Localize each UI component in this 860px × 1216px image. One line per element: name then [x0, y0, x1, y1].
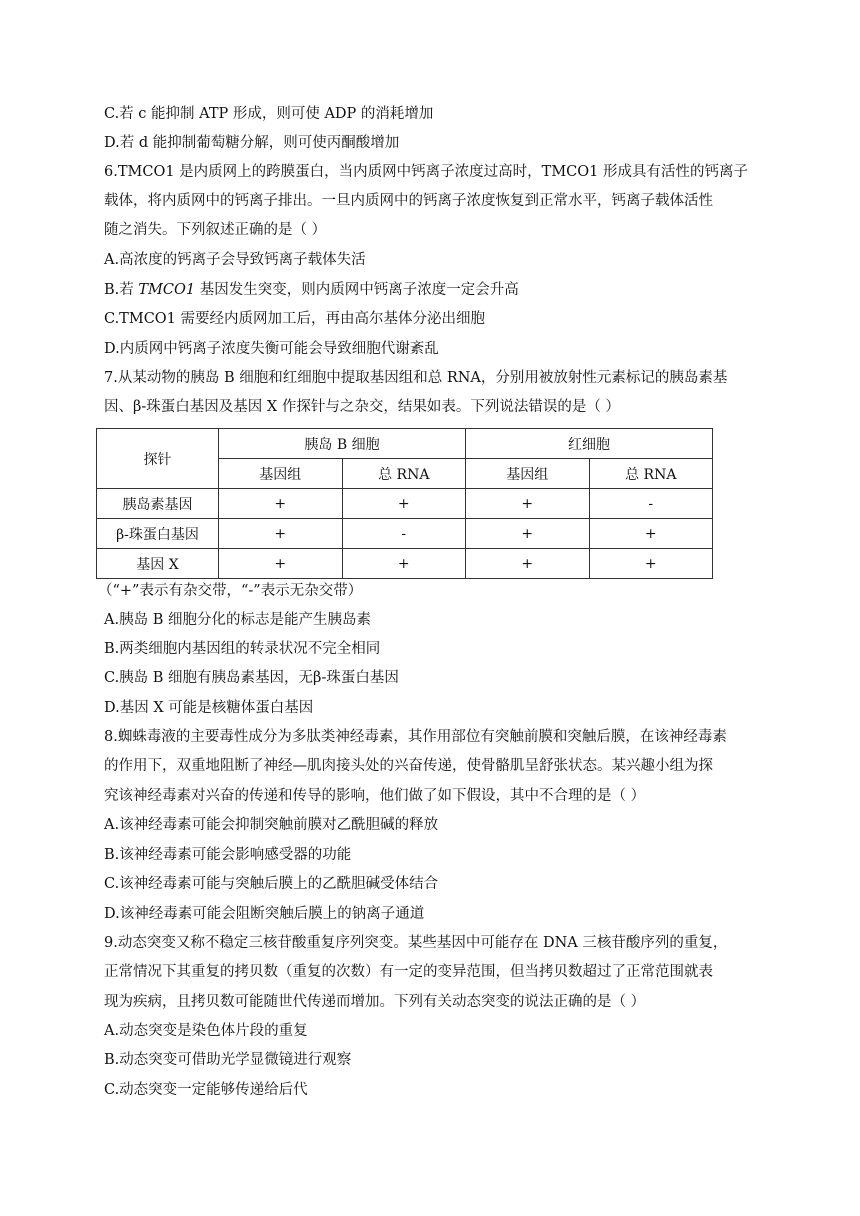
table-row	[97, 489, 713, 519]
table-cell: +	[219, 549, 343, 579]
table-subheader: 总 RNA	[342, 459, 466, 489]
q7-option-a: A.胰岛 B 细胞分化的标志是能产生胰岛素	[104, 612, 371, 628]
table-row	[97, 519, 713, 549]
table-cell: +	[466, 549, 590, 579]
q6-option-b-gene: TMCO1	[138, 282, 196, 298]
q9-stem-line-1: 9.动态突变又称不稳定三核苷酸重复序列突变。某些基因中可能存在 DNA 三核苷酸序列的重复，	[104, 935, 728, 951]
q9-stem-line-3: 现为疾病，且拷贝数可能随世代传递而增加。下列有关动态突变的说法正确的是（ ）	[104, 994, 646, 1010]
table-subheader: 基因组	[466, 459, 590, 489]
table-cell: +	[466, 519, 590, 549]
q8-option-b: B.该神经毒素可能会影响感受器的功能	[104, 847, 352, 863]
q6-stem-line-1: 6.TMCO1 是内质网上的跨膜蛋白，当内质网中钙离子浓度过高时，TMCO1 形成具有活性的钙离子	[104, 164, 749, 180]
table-cell: +	[589, 519, 713, 549]
table-cell: -	[589, 489, 713, 519]
q6-option-a: A.高浓度的钙离子会导致钙离子载体失活	[104, 252, 366, 268]
hybridization-table	[96, 428, 713, 579]
q6-stem-line-2: 载体，将内质网中的钙离子排出。一旦内质网中的钙离子浓度恢复到正常水平，钙离子载体活性	[104, 193, 713, 209]
q6-option-b-suffix: 基因发生突变，则内质网中钙离子浓度一定会升高	[195, 282, 519, 298]
q8-stem-line-1: 8.蜘蛛毒液的主要毒性成分为多肽类神经毒素，其作用部位有突触前膜和突触后膜，在该神经毒素	[104, 729, 727, 745]
q8-option-a: A.该神经毒素可能会抑制突触前膜对乙酰胆碱的释放	[104, 817, 439, 833]
q9-option-c: C.动态突变一定能够传递给后代	[104, 1082, 308, 1098]
table-note: （“+”表示有杂交带，“-”表示无杂交带）	[98, 583, 363, 599]
q8-option-c: C.该神经毒素可能与突触后膜上的乙酰胆碱受体结合	[104, 876, 439, 892]
table-cell: +	[342, 549, 466, 579]
q6-stem-line-3: 随之消失。下列叙述正确的是（ ）	[104, 222, 327, 238]
row-label: 基因 X	[97, 549, 219, 579]
q9-option-a: A.动态突变是染色体片段的重复	[104, 1023, 308, 1039]
q8-option-d: D.该神经毒素可能会阻断突触后膜上的钠离子通道	[104, 906, 425, 922]
q7-stem-line-2: 因、β-珠蛋白基因及基因 X 作探针与之杂交，结果如表。下列说法错误的是（ ）	[104, 399, 620, 415]
q6-option-b-prefix: B.若	[104, 282, 139, 298]
table-cell: +	[342, 489, 466, 519]
q7-option-c: C.胰岛 B 细胞有胰岛素基因，无β-珠蛋白基因	[104, 670, 399, 686]
q7-option-d: D.基因 X 可能是核糖体蛋白基因	[104, 700, 314, 716]
table-corner-header: 探针	[97, 429, 219, 489]
table-cell: +	[466, 489, 590, 519]
q9-stem-line-2: 正常情况下其重复的拷贝数（重复的次数）有一定的变异范围，但当拷贝数超过了正常范围就表	[104, 964, 713, 980]
q9-option-b: B.动态突变可借助光学显微镜进行观察	[104, 1052, 352, 1068]
q6-option-d: D.内质网中钙离子浓度失衡可能会导致细胞代谢紊乱	[104, 341, 439, 357]
q6-option-b	[104, 280, 519, 300]
row-label: β-珠蛋白基因	[97, 519, 219, 549]
table-subheader: 基因组	[219, 459, 343, 489]
q7-stem-line-1: 7.从某动物的胰岛 B 细胞和红细胞中提取基因组和总 RNA，分别用被放射性元素标记的胰岛素基	[104, 370, 728, 386]
table-cell: +	[589, 549, 713, 579]
q7-option-b: B.两类细胞内基因组的转录状况不完全相同	[104, 641, 381, 657]
table-group-header: 胰岛 B 细胞	[219, 429, 466, 459]
table-subheader: 总 RNA	[589, 459, 713, 489]
table-cell: +	[219, 519, 343, 549]
table-cell: -	[342, 519, 466, 549]
table-row	[97, 549, 713, 579]
table-cell: +	[219, 489, 343, 519]
table-group-header: 红细胞	[466, 429, 713, 459]
q5-option-d: D.若 d 能抑制葡萄糖分解，则可使丙酮酸增加	[104, 135, 400, 151]
q8-stem-line-3: 究该神经毒素对兴奋的传递和传导的影响，他们做了如下假设，其中不合理的是（ ）	[104, 788, 646, 804]
q8-stem-line-2: 的作用下，双重地阻断了神经—肌肉接头处的兴奋传递，使骨骼肌呈舒张状态。某兴趣小组为探	[104, 758, 713, 774]
row-label: 胰岛素基因	[97, 489, 219, 519]
q5-option-c: C.若 c 能抑制 ATP 形成，则可使 ADP 的消耗增加	[104, 106, 434, 122]
q6-option-c: C.TMCO1 需要经内质网加工后，再由高尔基体分泌出细胞	[104, 311, 486, 327]
